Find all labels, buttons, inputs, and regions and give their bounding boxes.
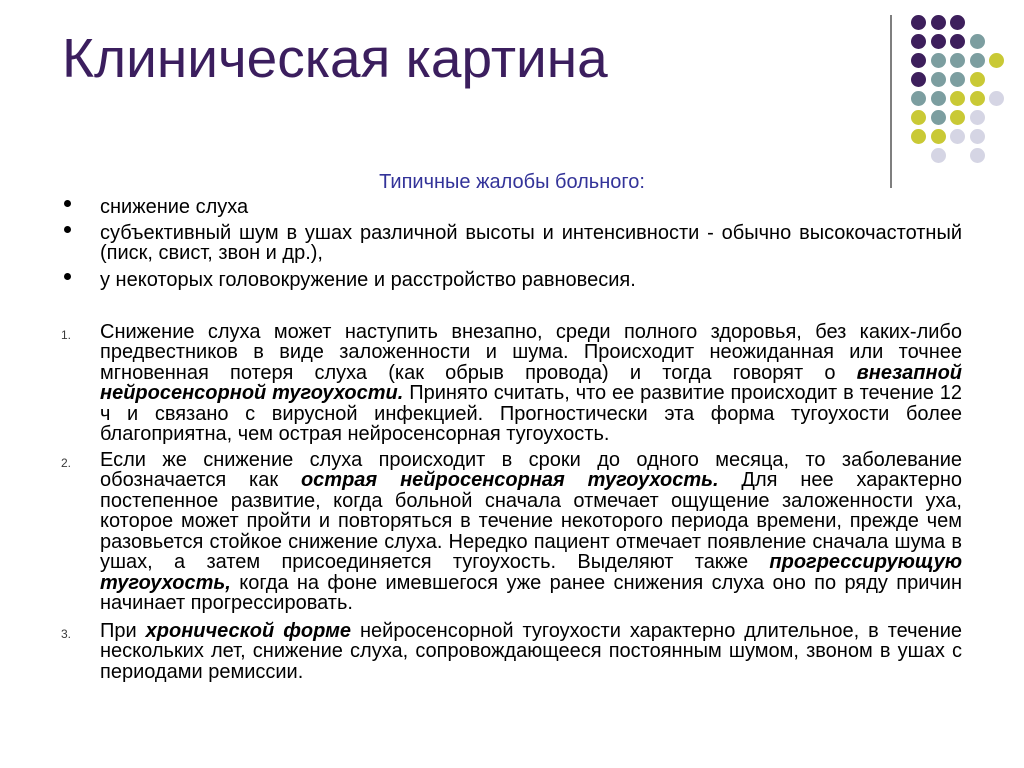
decor-dot [970, 110, 985, 125]
numbered-item-text [100, 621, 962, 682]
bullet-item-text: снижение слуха [100, 196, 249, 218]
decor-dot [950, 72, 965, 87]
text-run: Принято считать, что ее развитие происходит в течение 12 ч и связано с вирусной инфекцией. Прогностически эта форма тугоухости более благоприятна, чем острая нейросенсорная тугоухость. [100, 382, 963, 446]
decor-dot [931, 34, 946, 49]
decor-dot [950, 15, 965, 30]
decor-dot [911, 53, 926, 68]
number-marker: 3. [61, 627, 72, 641]
decor-dot [931, 72, 946, 87]
decor-dot [989, 53, 1004, 68]
bullet-marker [64, 200, 71, 207]
decor-divider-line [890, 15, 892, 188]
bullet-item-text: субъективный шум в ушах различной высоты и интенсивности - обычно высокочастотный (писк, свист, звон и др.), [100, 222, 962, 265]
emphasis-text: острая нейросенсорная тугоухость. [300, 469, 719, 492]
decor-dot [970, 91, 985, 106]
numbered-item-text [100, 450, 962, 614]
text-run: Для нее характерно постепенное развитие, когда больной сначала отмечает ощущение заложенности уха, которое может пройти и повторяться в течение некоторого периода времени, прежде чем разовьется стойкое снижение слуха. Нередко пациент отмечает появление сначала шума в ушах, а затем присоединяется тугоухость. Выделяют также [100, 469, 962, 574]
slide-subtitle: Типичные жалобы больного: [379, 171, 645, 193]
text-run: когда на фоне имевшегося уже ранее снижения слуха оно по ряду причин начинает прогрессировать. [100, 571, 962, 615]
decor-dot [931, 91, 946, 106]
bullet-marker [64, 273, 71, 280]
decor-dot [911, 129, 926, 144]
decor-dot [989, 91, 1004, 106]
decor-dot [931, 15, 946, 30]
slide-title: Клиническая картина [62, 27, 608, 89]
decor-dot [911, 72, 926, 87]
decor-dot [970, 72, 985, 87]
numbered-item-text [100, 322, 962, 445]
emphasis-text: прогрессирующую тугоухость, [100, 551, 962, 594]
decor-dot [931, 148, 946, 163]
text-run: Если же снижение слуха происходит в сроки до одного месяца, то заболевание обозначается как [100, 449, 962, 492]
decor-dot [911, 34, 926, 49]
decor-dot [970, 129, 985, 144]
decor-dot [970, 148, 985, 163]
text-run: При [100, 620, 146, 642]
decor-dot [950, 129, 965, 144]
text-run: Снижение слуха может наступить внезапно, среди полного здоровья, без каких-либо предвестников в виде заложенности и шума. Происходит неожиданная или точнее мгновенная потеря слуха (как обрыв провода) и тогда говорят о [100, 321, 962, 384]
number-marker: 1. [61, 328, 72, 342]
decor-dot [950, 53, 965, 68]
bullet-marker [64, 226, 71, 233]
decor-dot [950, 91, 965, 106]
decor-dot [970, 34, 985, 49]
decor-dot [931, 129, 946, 144]
bullet-item-text: у некоторых головокружение и расстройство равновесия. [100, 269, 636, 291]
decor-dot [931, 110, 946, 125]
emphasis-text: внезапной нейросенсорной тугоухости. [100, 361, 962, 405]
decor-dot [911, 15, 926, 30]
decor-dot [950, 34, 965, 49]
decor-dot [911, 110, 926, 125]
emphasis-text: хронической форме [145, 620, 351, 642]
decor-dot [970, 53, 985, 68]
text-run: нейросенсорной тугоухости характерно длительное, в течение нескольких лет, снижение слуха, сопровождающееся постоянным шумом, звоном в ушах с периодами ремиссии. [100, 620, 962, 683]
decor-dot [911, 91, 926, 106]
decor-dot [950, 110, 965, 125]
decor-dot [931, 53, 946, 68]
number-marker: 2. [61, 456, 72, 470]
